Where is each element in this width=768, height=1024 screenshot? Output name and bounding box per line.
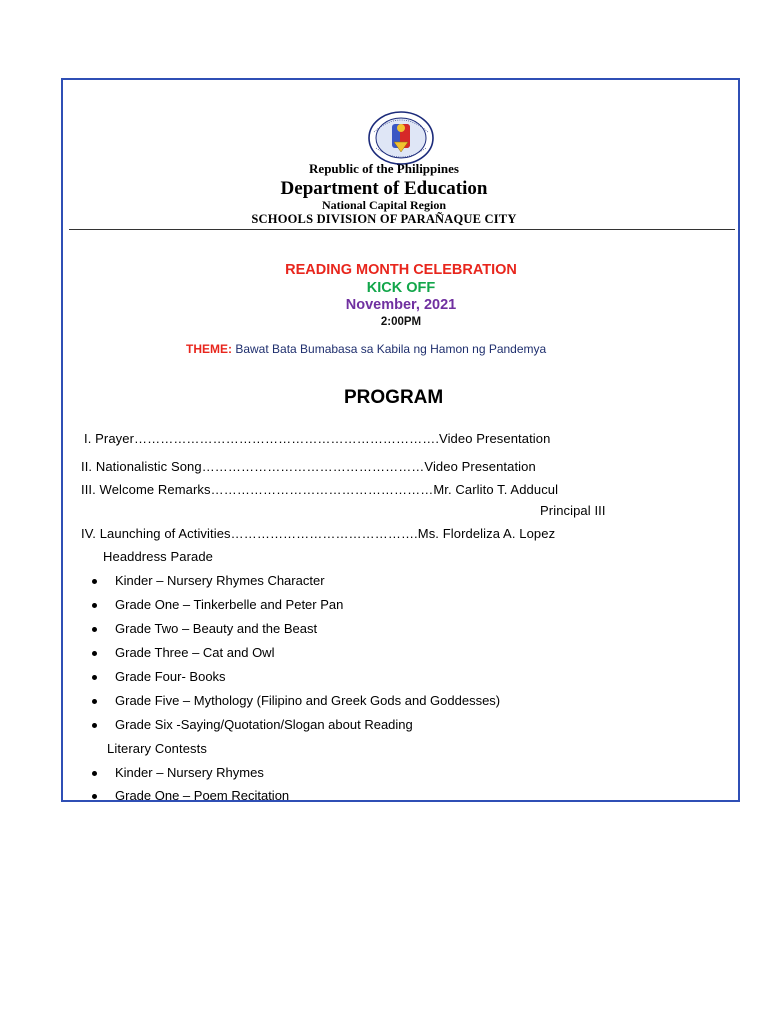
list-item-text: Grade Three – Cat and Owl xyxy=(115,645,275,660)
event-theme xyxy=(186,342,546,356)
bullet-icon xyxy=(92,603,97,608)
list-item xyxy=(115,645,274,660)
bullet-icon xyxy=(92,675,97,680)
bullet-icon xyxy=(92,771,97,776)
list-item xyxy=(115,717,413,732)
list-item-text: Grade Four- Books xyxy=(115,669,226,684)
event-title: READING MONTH CELEBRATION xyxy=(285,262,517,278)
department-heading: Department of Education xyxy=(280,178,488,199)
program-item: III. Welcome Remarks……………………………………………Mr. Carlito T. Adducul xyxy=(81,482,559,497)
program-item-role: Principal III xyxy=(540,503,606,518)
bullet-icon xyxy=(92,579,97,584)
list-item xyxy=(115,765,264,780)
bullet-icon xyxy=(92,794,97,799)
event-time: 2:00PM xyxy=(380,316,422,328)
list-item xyxy=(115,621,317,636)
list-item-text: Grade Two – Beauty and the Beast xyxy=(115,621,318,636)
list-item-text: Grade Five – Mythology (Filipino and Greek Gods and Goddesses) xyxy=(115,693,501,708)
division-heading: SCHOOLS DIVISION OF PARAÑAQUE CITY xyxy=(251,212,517,226)
list-item xyxy=(115,693,500,708)
program-item: I. Prayer…………………………………………………………….Video Presentation xyxy=(84,431,551,446)
section-heading-literary: Literary Contests xyxy=(107,741,207,756)
theme-label: THEME: xyxy=(186,342,232,356)
bullet-icon xyxy=(92,651,97,656)
program-heading: PROGRAM xyxy=(344,387,444,408)
event-subtitle: KICK OFF xyxy=(366,280,436,296)
list-item xyxy=(115,669,226,684)
region-heading: National Capital Region xyxy=(321,198,446,212)
bullet-icon xyxy=(92,627,97,632)
program-item: II. Nationalistic Song……………………………………………Video Presentation xyxy=(81,459,536,474)
list-item xyxy=(115,788,289,803)
header-divider xyxy=(69,229,735,230)
list-item xyxy=(115,597,343,612)
bullet-icon xyxy=(92,699,97,704)
list-item-text: Kinder – Nursery Rhymes Character xyxy=(115,573,325,588)
list-item-text: Kinder – Nursery Rhymes xyxy=(115,765,264,780)
program-item: IV. Launching of Activities…………………………………….Ms. Flordeliza A. Lopez xyxy=(81,526,556,541)
deped-seal-logo xyxy=(358,110,444,166)
bullet-icon xyxy=(92,723,97,728)
list-item-text: Grade One – Poem Recitation xyxy=(115,788,290,803)
event-date: November, 2021 xyxy=(345,297,457,313)
republic-heading: Republic of the Philippines xyxy=(309,161,459,176)
section-heading-parade: Headdress Parade xyxy=(103,549,213,564)
theme-text: Bawat Bata Bumabasa sa Kabila ng Hamon ng Pandemya xyxy=(232,342,547,356)
list-item-text: Grade Six -Saying/Quotation/Slogan about Reading xyxy=(115,717,413,732)
list-item-text: Grade One – Tinkerbelle and Peter Pan xyxy=(115,597,344,612)
list-item xyxy=(115,573,325,588)
